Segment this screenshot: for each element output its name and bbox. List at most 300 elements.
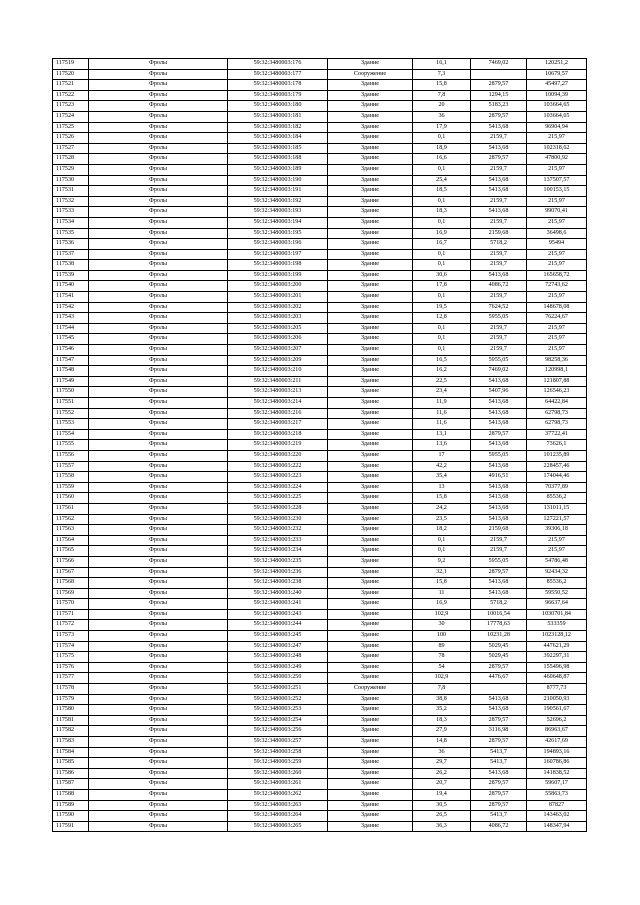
cell-cadastral-number: 59:32:3480003:263 bbox=[228, 800, 328, 811]
cell-area: 15,8 bbox=[413, 80, 471, 91]
cell-object-type: Здание bbox=[328, 133, 413, 144]
cell-row-number: 117573 bbox=[53, 631, 89, 642]
cell-value: 103664,65 bbox=[527, 101, 587, 112]
cell-value: 460648,87 bbox=[527, 673, 587, 684]
table-row bbox=[53, 737, 587, 748]
cell-locality: Фролы bbox=[89, 398, 228, 409]
cell-area: 7,8 bbox=[413, 90, 471, 101]
cell-area: 0,1 bbox=[413, 217, 471, 228]
cell-area: 17 bbox=[413, 450, 471, 461]
cell-object-type: Здание bbox=[328, 503, 413, 514]
cell-price: 5413,68 bbox=[471, 461, 527, 472]
cell-locality: Фролы bbox=[89, 811, 228, 822]
cell-object-type: Здание bbox=[328, 387, 413, 398]
cell-price: 4086,72 bbox=[471, 281, 527, 292]
cell-price: 2159,7 bbox=[471, 292, 527, 303]
cell-locality: Фролы bbox=[89, 164, 228, 175]
cell-area: 29,7 bbox=[413, 758, 471, 769]
cell-object-type: Здание bbox=[328, 408, 413, 419]
cell-cadastral-number: 59:32:3480003:199 bbox=[228, 270, 328, 281]
cell-value: 36498,6 bbox=[527, 228, 587, 239]
cell-area: 15,8 bbox=[413, 493, 471, 504]
table-row bbox=[53, 588, 587, 599]
cell-locality: Фролы bbox=[89, 641, 228, 652]
cell-area: 25,4 bbox=[413, 175, 471, 186]
cell-cadastral-number: 59:32:3480003:223 bbox=[228, 472, 328, 483]
cell-price: 2879,57 bbox=[471, 80, 527, 91]
cell-value: 101235,89 bbox=[527, 450, 587, 461]
cell-row-number: 117588 bbox=[53, 789, 89, 800]
cell-row-number: 117578 bbox=[53, 684, 89, 695]
cell-locality: Фролы bbox=[89, 588, 228, 599]
cell-locality: Фролы bbox=[89, 758, 228, 769]
cell-area: 0,1 bbox=[413, 133, 471, 144]
cell-price: 2159,7 bbox=[471, 334, 527, 345]
cell-value: 215,97 bbox=[527, 217, 587, 228]
table-row bbox=[53, 567, 587, 578]
cell-row-number: 117535 bbox=[53, 228, 89, 239]
cell-cadastral-number: 59:32:3480003:200 bbox=[228, 281, 328, 292]
cell-locality: Фролы bbox=[89, 514, 228, 525]
cell-row-number: 117564 bbox=[53, 535, 89, 546]
cell-object-type: Здание bbox=[328, 556, 413, 567]
cell-value: 54786,48 bbox=[527, 556, 587, 567]
cell-cadastral-number: 59:32:3480003:258 bbox=[228, 747, 328, 758]
cell-cadastral-number: 59:32:3480003:219 bbox=[228, 440, 328, 451]
cell-locality: Фролы bbox=[89, 345, 228, 356]
table-row bbox=[53, 482, 587, 493]
cell-row-number: 117581 bbox=[53, 715, 89, 726]
table-row bbox=[53, 821, 587, 832]
table-row bbox=[53, 313, 587, 324]
cell-price bbox=[471, 69, 527, 80]
cell-price: 5413,68 bbox=[471, 207, 527, 218]
cell-object-type: Здание bbox=[328, 599, 413, 610]
cell-row-number: 117574 bbox=[53, 641, 89, 652]
cell-value: 120251,2 bbox=[527, 59, 587, 70]
table-row bbox=[53, 461, 587, 472]
cell-locality: Фролы bbox=[89, 694, 228, 705]
cell-object-type: Здание bbox=[328, 800, 413, 811]
cell-row-number: 117555 bbox=[53, 440, 89, 451]
cell-cadastral-number: 59:32:3480003:230 bbox=[228, 514, 328, 525]
cell-locality: Фролы bbox=[89, 567, 228, 578]
cell-price: 1294,15 bbox=[471, 90, 527, 101]
cell-price: 5413,68 bbox=[471, 705, 527, 716]
cell-area: 42,2 bbox=[413, 461, 471, 472]
cell-object-type: Здание bbox=[328, 281, 413, 292]
cell-value: 45497,27 bbox=[527, 80, 587, 91]
cell-value: 87827 bbox=[527, 800, 587, 811]
cell-area: 16,9 bbox=[413, 228, 471, 239]
cell-row-number: 117550 bbox=[53, 387, 89, 398]
cell-row-number: 117576 bbox=[53, 662, 89, 673]
cell-locality: Фролы bbox=[89, 228, 228, 239]
cell-row-number: 117556 bbox=[53, 450, 89, 461]
cell-area: 30,5 bbox=[413, 800, 471, 811]
table-row bbox=[53, 154, 587, 165]
cell-row-number: 117542 bbox=[53, 302, 89, 313]
cell-locality: Фролы bbox=[89, 260, 228, 271]
cell-row-number: 117521 bbox=[53, 80, 89, 91]
cell-price: 5413,68 bbox=[471, 514, 527, 525]
cell-price: 4916,51 bbox=[471, 472, 527, 483]
cell-cadastral-number: 59:32:3480003:182 bbox=[228, 122, 328, 133]
cell-object-type: Здание bbox=[328, 80, 413, 91]
cell-area: 0,1 bbox=[413, 260, 471, 271]
cell-price: 5955,05 bbox=[471, 355, 527, 366]
cell-cadastral-number: 59:32:3480003:224 bbox=[228, 482, 328, 493]
cell-value: 137507,57 bbox=[527, 175, 587, 186]
cell-row-number: 117582 bbox=[53, 726, 89, 737]
cell-price: 5413,68 bbox=[471, 503, 527, 514]
cell-cadastral-number: 59:32:3480003:228 bbox=[228, 503, 328, 514]
cell-cadastral-number: 59:32:3480003:253 bbox=[228, 705, 328, 716]
cell-object-type: Здание bbox=[328, 270, 413, 281]
table-row bbox=[53, 143, 587, 154]
cell-value: 99070,41 bbox=[527, 207, 587, 218]
cell-cadastral-number: 59:32:3480003:195 bbox=[228, 228, 328, 239]
cell-cadastral-number: 59:32:3480003:211 bbox=[228, 376, 328, 387]
table-row bbox=[53, 493, 587, 504]
cell-value: 72743,62 bbox=[527, 281, 587, 292]
cell-value: 70377,89 bbox=[527, 482, 587, 493]
cell-row-number: 117570 bbox=[53, 599, 89, 610]
cell-locality: Фролы bbox=[89, 302, 228, 313]
cell-area: 20,7 bbox=[413, 779, 471, 790]
cell-area: 35,2 bbox=[413, 705, 471, 716]
cell-value: 1023128,12 bbox=[527, 631, 587, 642]
cell-area: 36,3 bbox=[413, 821, 471, 832]
cell-area: 16,6 bbox=[413, 154, 471, 165]
cell-locality: Фролы bbox=[89, 556, 228, 567]
cell-locality: Фролы bbox=[89, 800, 228, 811]
cell-cadastral-number: 59:32:3480003:243 bbox=[228, 609, 328, 620]
data-table bbox=[52, 58, 587, 832]
cell-locality: Фролы bbox=[89, 503, 228, 514]
table-row bbox=[53, 111, 587, 122]
cell-value: 39306,18 bbox=[527, 525, 587, 536]
cell-object-type: Здание bbox=[328, 143, 413, 154]
cell-object-type: Сооружение bbox=[328, 684, 413, 695]
cell-value: 165658,72 bbox=[527, 270, 587, 281]
cell-price: 2879,57 bbox=[471, 662, 527, 673]
table-row bbox=[53, 69, 587, 80]
cell-object-type: Здание bbox=[328, 186, 413, 197]
cell-object-type: Здание bbox=[328, 334, 413, 345]
cell-area: 7,3 bbox=[413, 69, 471, 80]
cell-area: 18,3 bbox=[413, 715, 471, 726]
cell-row-number: 117525 bbox=[53, 122, 89, 133]
cell-object-type: Здание bbox=[328, 207, 413, 218]
table-row bbox=[53, 556, 587, 567]
cell-object-type: Здание bbox=[328, 588, 413, 599]
cell-price: 5413,68 bbox=[471, 376, 527, 387]
table-row bbox=[53, 217, 587, 228]
cell-object-type: Здание bbox=[328, 789, 413, 800]
cell-price: 5955,05 bbox=[471, 450, 527, 461]
cell-cadastral-number: 59:32:3480003:247 bbox=[228, 641, 328, 652]
cell-area: 102,9 bbox=[413, 673, 471, 684]
cell-row-number: 117532 bbox=[53, 196, 89, 207]
cell-value: 10679,57 bbox=[527, 69, 587, 80]
cell-locality: Фролы bbox=[89, 69, 228, 80]
cell-row-number: 117585 bbox=[53, 758, 89, 769]
cell-value: 215,97 bbox=[527, 334, 587, 345]
cell-value: 85536,2 bbox=[527, 493, 587, 504]
cell-locality: Фролы bbox=[89, 207, 228, 218]
cell-value: 73626,1 bbox=[527, 440, 587, 451]
cell-area: 0,1 bbox=[413, 249, 471, 260]
cell-area: 7,8 bbox=[413, 684, 471, 695]
cell-object-type: Здание bbox=[328, 652, 413, 663]
cell-object-type: Здание bbox=[328, 514, 413, 525]
cell-locality: Фролы bbox=[89, 450, 228, 461]
cell-row-number: 117547 bbox=[53, 355, 89, 366]
cell-cadastral-number: 59:32:3480003:236 bbox=[228, 567, 328, 578]
cell-locality: Фролы bbox=[89, 662, 228, 673]
cell-area: 18,3 bbox=[413, 207, 471, 218]
cell-object-type: Здание bbox=[328, 493, 413, 504]
cell-price: 2879,57 bbox=[471, 779, 527, 790]
cell-cadastral-number: 59:32:3480003:189 bbox=[228, 164, 328, 175]
cell-locality: Фролы bbox=[89, 715, 228, 726]
cell-value: 127221,57 bbox=[527, 514, 587, 525]
cell-cadastral-number: 59:32:3480003:233 bbox=[228, 535, 328, 546]
cell-locality: Фролы bbox=[89, 726, 228, 737]
cell-cadastral-number: 59:32:3480003:259 bbox=[228, 758, 328, 769]
cell-cadastral-number: 59:32:3480003:176 bbox=[228, 59, 328, 70]
cell-locality: Фролы bbox=[89, 239, 228, 250]
cell-object-type: Здание bbox=[328, 620, 413, 631]
cell-locality: Фролы bbox=[89, 609, 228, 620]
cell-price: 10016,54 bbox=[471, 609, 527, 620]
cell-area: 11,6 bbox=[413, 419, 471, 430]
table-row bbox=[53, 345, 587, 356]
cell-row-number: 117528 bbox=[53, 154, 89, 165]
table-row bbox=[53, 514, 587, 525]
cell-locality: Фролы bbox=[89, 217, 228, 228]
cell-locality: Фролы bbox=[89, 599, 228, 610]
table-row bbox=[53, 302, 587, 313]
cell-object-type: Здание bbox=[328, 355, 413, 366]
cell-value: 102318,62 bbox=[527, 143, 587, 154]
cell-locality: Фролы bbox=[89, 684, 228, 695]
cell-locality: Фролы bbox=[89, 620, 228, 631]
cell-object-type: Здание bbox=[328, 398, 413, 409]
cell-price: 2159,7 bbox=[471, 546, 527, 557]
cell-value: 96637,64 bbox=[527, 599, 587, 610]
cell-row-number: 117551 bbox=[53, 398, 89, 409]
cell-object-type: Здание bbox=[328, 302, 413, 313]
cell-row-number: 117533 bbox=[53, 207, 89, 218]
cell-cadastral-number: 59:32:3480003:188 bbox=[228, 154, 328, 165]
cell-object-type: Здание bbox=[328, 90, 413, 101]
cell-cadastral-number: 59:32:3480003:201 bbox=[228, 292, 328, 303]
cell-row-number: 117589 bbox=[53, 800, 89, 811]
cell-row-number: 117544 bbox=[53, 323, 89, 334]
cell-value: 160786,86 bbox=[527, 758, 587, 769]
cell-value: 92434,32 bbox=[527, 567, 587, 578]
cell-object-type: Здание bbox=[328, 546, 413, 557]
cell-cadastral-number: 59:32:3480003:191 bbox=[228, 186, 328, 197]
cell-object-type: Здание bbox=[328, 429, 413, 440]
cell-locality: Фролы bbox=[89, 186, 228, 197]
cell-price: 5413,68 bbox=[471, 482, 527, 493]
cell-locality: Фролы bbox=[89, 482, 228, 493]
table-row bbox=[53, 366, 587, 377]
cell-row-number: 117531 bbox=[53, 186, 89, 197]
cell-value: 143463,02 bbox=[527, 811, 587, 822]
cell-locality: Фролы bbox=[89, 472, 228, 483]
cell-price: 2159,68 bbox=[471, 228, 527, 239]
cell-value: 96904,94 bbox=[527, 122, 587, 133]
cell-object-type: Здание bbox=[328, 313, 413, 324]
cell-value: 42617,69 bbox=[527, 737, 587, 748]
cell-locality: Фролы bbox=[89, 429, 228, 440]
cell-object-type: Здание bbox=[328, 376, 413, 387]
cell-value: 52696,2 bbox=[527, 715, 587, 726]
cell-row-number: 117562 bbox=[53, 514, 89, 525]
cell-price: 7469,02 bbox=[471, 59, 527, 70]
cell-locality: Фролы bbox=[89, 461, 228, 472]
cell-object-type: Здание bbox=[328, 461, 413, 472]
cell-value: 210050,93 bbox=[527, 694, 587, 705]
cell-value: 62798,73 bbox=[527, 408, 587, 419]
cell-locality: Фролы bbox=[89, 270, 228, 281]
cell-value: 215,97 bbox=[527, 535, 587, 546]
cell-area: 16,9 bbox=[413, 599, 471, 610]
cell-value: 10094,39 bbox=[527, 90, 587, 101]
cell-locality: Фролы bbox=[89, 578, 228, 589]
cell-cadastral-number: 59:32:3480003:217 bbox=[228, 419, 328, 430]
cell-row-number: 117560 bbox=[53, 493, 89, 504]
cell-area: 102,9 bbox=[413, 609, 471, 620]
cell-object-type: Здание bbox=[328, 705, 413, 716]
cell-row-number: 117546 bbox=[53, 345, 89, 356]
cell-value: 228457,46 bbox=[527, 461, 587, 472]
cell-area: 19,4 bbox=[413, 789, 471, 800]
cell-price: 2159,7 bbox=[471, 260, 527, 271]
cell-value: 215,97 bbox=[527, 196, 587, 207]
cell-price: 5413,68 bbox=[471, 122, 527, 133]
cell-row-number: 117590 bbox=[53, 811, 89, 822]
cell-price: 2159,7 bbox=[471, 217, 527, 228]
cell-row-number: 117579 bbox=[53, 694, 89, 705]
cell-locality: Фролы bbox=[89, 789, 228, 800]
cell-cadastral-number: 59:32:3480003:244 bbox=[228, 620, 328, 631]
cell-value: 86963,67 bbox=[527, 726, 587, 737]
cell-object-type: Здание bbox=[328, 641, 413, 652]
cell-object-type: Здание bbox=[328, 631, 413, 642]
table-row bbox=[53, 694, 587, 705]
cell-object-type: Здание bbox=[328, 239, 413, 250]
cell-value: 59550,52 bbox=[527, 588, 587, 599]
cell-area: 38,8 bbox=[413, 694, 471, 705]
cell-value: 215,97 bbox=[527, 546, 587, 557]
cell-row-number: 117519 bbox=[53, 59, 89, 70]
cell-row-number: 117557 bbox=[53, 461, 89, 472]
cell-row-number: 117537 bbox=[53, 249, 89, 260]
cell-locality: Фролы bbox=[89, 673, 228, 684]
cell-row-number: 117523 bbox=[53, 101, 89, 112]
table-row bbox=[53, 164, 587, 175]
table-row bbox=[53, 429, 587, 440]
cell-object-type: Сооружение bbox=[328, 69, 413, 80]
cell-cadastral-number: 59:32:3480003:214 bbox=[228, 398, 328, 409]
cell-price: 5413,68 bbox=[471, 398, 527, 409]
cell-object-type: Здание bbox=[328, 747, 413, 758]
cell-row-number: 117554 bbox=[53, 429, 89, 440]
cell-locality: Фролы bbox=[89, 133, 228, 144]
cell-value: 215,97 bbox=[527, 133, 587, 144]
cell-area: 9,2 bbox=[413, 556, 471, 567]
cell-row-number: 117553 bbox=[53, 419, 89, 430]
cell-locality: Фролы bbox=[89, 705, 228, 716]
cell-row-number: 117580 bbox=[53, 705, 89, 716]
cell-cadastral-number: 59:32:3480003:177 bbox=[228, 69, 328, 80]
cell-cadastral-number: 59:32:3480003:210 bbox=[228, 366, 328, 377]
cell-price: 2159,7 bbox=[471, 196, 527, 207]
cell-area: 32,1 bbox=[413, 567, 471, 578]
cell-row-number: 117545 bbox=[53, 334, 89, 345]
cell-object-type: Здание bbox=[328, 535, 413, 546]
cell-object-type: Здание bbox=[328, 122, 413, 133]
cell-cadastral-number: 59:32:3480003:178 bbox=[228, 80, 328, 91]
cell-row-number: 117561 bbox=[53, 503, 89, 514]
cell-object-type: Здание bbox=[328, 154, 413, 165]
table-row bbox=[53, 207, 587, 218]
cell-locality: Фролы bbox=[89, 80, 228, 91]
cell-cadastral-number: 59:32:3480003:213 bbox=[228, 387, 328, 398]
table-row bbox=[53, 440, 587, 451]
cell-cadastral-number: 59:32:3480003:207 bbox=[228, 345, 328, 356]
table-row bbox=[53, 133, 587, 144]
cell-area: 36 bbox=[413, 747, 471, 758]
cell-row-number: 117584 bbox=[53, 747, 89, 758]
cell-row-number: 117527 bbox=[53, 143, 89, 154]
cell-object-type: Здание bbox=[328, 737, 413, 748]
cell-value: 155496,98 bbox=[527, 662, 587, 673]
cell-locality: Фролы bbox=[89, 101, 228, 112]
cell-cadastral-number: 59:32:3480003:256 bbox=[228, 726, 328, 737]
cell-cadastral-number: 59:32:3480003:198 bbox=[228, 260, 328, 271]
cell-area: 54 bbox=[413, 662, 471, 673]
cell-price: 5413,68 bbox=[471, 588, 527, 599]
cell-row-number: 117565 bbox=[53, 546, 89, 557]
table-row bbox=[53, 599, 587, 610]
cell-value: 98258,36 bbox=[527, 355, 587, 366]
cell-area: 11,6 bbox=[413, 408, 471, 419]
document-page bbox=[52, 58, 586, 832]
cell-cadastral-number: 59:32:3480003:251 bbox=[228, 684, 328, 695]
table-row bbox=[53, 535, 587, 546]
cell-locality: Фролы bbox=[89, 59, 228, 70]
cell-row-number: 117566 bbox=[53, 556, 89, 567]
cell-locality: Фролы bbox=[89, 535, 228, 546]
cell-object-type: Здание bbox=[328, 673, 413, 684]
table-body bbox=[53, 59, 587, 832]
cell-object-type: Здание bbox=[328, 694, 413, 705]
cell-area: 11,9 bbox=[413, 398, 471, 409]
table-row bbox=[53, 705, 587, 716]
cell-price: 2159,68 bbox=[471, 525, 527, 536]
cell-price: 5413,68 bbox=[471, 694, 527, 705]
cell-area: 26,2 bbox=[413, 768, 471, 779]
cell-price bbox=[471, 684, 527, 695]
cell-object-type: Здание bbox=[328, 101, 413, 112]
cell-area: 0,1 bbox=[413, 546, 471, 557]
